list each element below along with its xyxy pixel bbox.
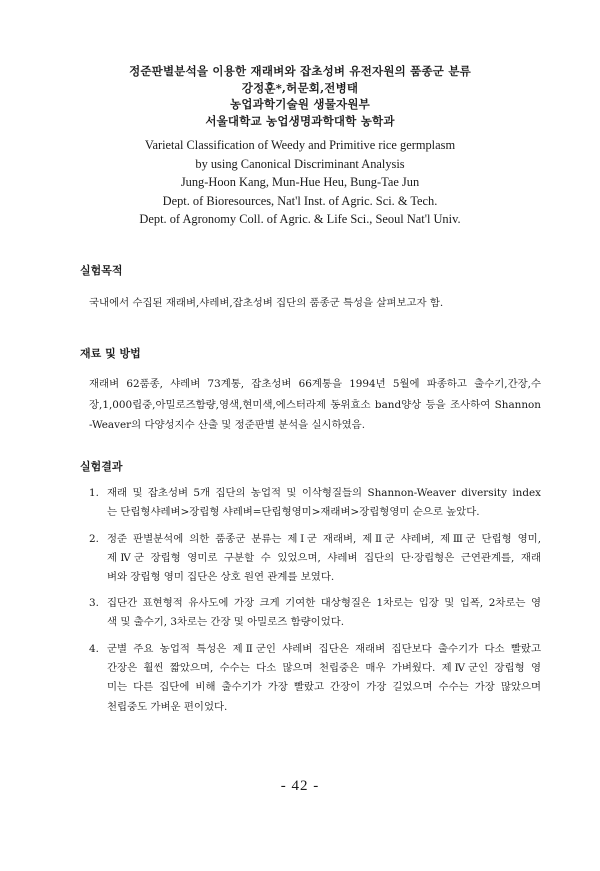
result-line: 미는 다른 집단에 비해 출수기가 가장 빨랐고 간장이 가장 길었으며 수수는 가장 많았으며 [107, 681, 541, 694]
english-title-line-2: by using Canonical Discriminant Analysis [195, 156, 405, 171]
result-line: 재래 및 잡초성벼 5개 집단의 농업적 및 이삭형질들의 Shannon-Weaver diversity index [107, 487, 541, 499]
methods-paragraph [89, 374, 541, 436]
result-line: 는 단립형샤레벼>장립형 샤레벼=단립형영미>재래벼>장립형영미 순으로 높았다. [107, 506, 480, 519]
result-line: 제Ⅳ군 장립형 영미로 구분할 수 있었으며, 샤레벼 집단의 단·장립형은 근연관계를, 재래 [107, 552, 541, 565]
result-item-number: 1. [89, 487, 99, 499]
section-heading-purpose: 실험목적 [80, 264, 123, 277]
section-heading-methods: 재료 및 방법 [80, 347, 141, 360]
result-item-number: 4. [89, 643, 99, 655]
page-number: - 42 - [280, 778, 320, 794]
purpose-line: 국내에서 수집된 재래벼,샤레벼,잡초성벼 집단의 품종군 특성을 살펴보고자 함. [89, 297, 444, 309]
english-affiliation-1: Dept. of Bioresources, Nat'l Inst. of Agric. Sci. & Tech. [162, 193, 438, 208]
result-line: 정준 판별분석에 의한 품종군 분류는 제Ⅰ군 재래벼, 제Ⅱ군 샤레벼, 제Ⅲ군 단립형 영미, [107, 533, 541, 545]
result-line: 간장은 훨씬 짧았으며, 수수는 다소 많으며 천립중은 매우 가벼웠다. 제Ⅳ군인 장립형 영 [107, 662, 541, 675]
section-heading-results: 실험결과 [80, 460, 123, 473]
result-line: 벼와 장립형 영미 집단은 상호 원연 관계를 보였다. [107, 571, 335, 584]
korean-authors: 강정훈*,허문회,전병태 [241, 81, 359, 95]
korean-affiliation-2: 서울대학교 농업생명과학대학 농학과 [205, 114, 395, 128]
english-title-block [0, 136, 600, 229]
result-line: 색 및 출수기, 3차로는 간장 및 아밀로즈 함량이었다. [107, 616, 345, 629]
purpose-paragraph [89, 293, 541, 314]
korean-affiliation-1: 농업과학기술원 생물자원부 [230, 97, 370, 111]
english-title-line-1: Varietal Classification of Weedy and Primitive rice germplasm [144, 138, 456, 152]
methods-line: 재래벼 62품종, 샤레벼 73계통, 잡초성벼 66계통을 1994년 5월에 파종하고 출수기,간장,수 [89, 378, 541, 390]
result-line: 집단간 표현형적 유사도에 가장 크게 기여한 대상형질은 1차로는 입장 및 입폭, 2차로는 영 [107, 597, 541, 609]
methods-line: 장,1,000립중,아밀로즈함량,영색,현미색,에스터라제 동위효소 band양상 등을 조사하여 Shannon [89, 398, 541, 411]
result-line: 천립중도 가벼운 편이었다. [107, 700, 228, 713]
methods-line: -Weaver의 다양성지수 산출 및 정준판별 분석을 실시하였음. [89, 419, 366, 431]
result-line: 군별 주요 농업적 특성은 제Ⅱ군인 샤레벼 집단은 재래벼 집단보다 출수기가 다소 빨랐고 [107, 643, 541, 655]
english-authors: Jung-Hoon Kang, Mun-Hue Heu, Bung-Tae Jun [180, 175, 420, 189]
result-item-number: 2. [89, 533, 99, 545]
english-affiliation-2: Dept. of Agronomy Coll. of Agric. & Life Sci., Seoul Nat'l Univ. [139, 212, 461, 226]
result-item-number: 3. [89, 597, 99, 609]
korean-title: 정준판별분석을 이용한 재래벼와 잡초성벼 유전자원의 품종군 분류 [129, 64, 471, 78]
